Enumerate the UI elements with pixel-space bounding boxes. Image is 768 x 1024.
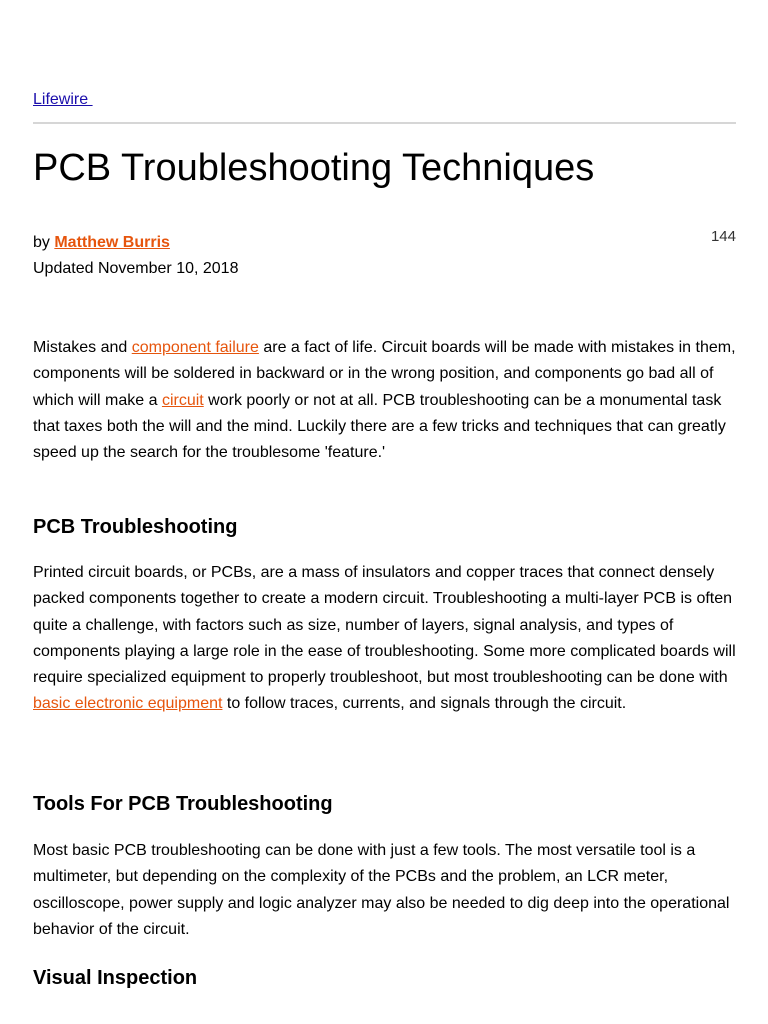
updated-date: Updated November 10, 2018 xyxy=(33,260,239,277)
section1-text-2: to follow traces, currents, and signals through the circuit. xyxy=(222,695,627,713)
section-heading-tools: Tools For PCB Troubleshooting xyxy=(33,793,333,815)
count-badge: 144 xyxy=(710,228,736,245)
site-home-link[interactable]: Lifewire xyxy=(33,91,93,108)
section1-paragraph xyxy=(33,560,736,718)
component-failure-link[interactable]: component failure xyxy=(131,339,259,356)
intro-text-1: Mistakes and xyxy=(33,339,132,356)
intro-paragraph xyxy=(33,335,736,466)
author-link[interactable]: Matthew Burris xyxy=(54,234,170,251)
section-heading-visual-inspection: Visual Inspection xyxy=(33,967,198,989)
section-heading-pcb-troubleshooting: PCB Troubleshooting xyxy=(33,516,238,538)
basic-electronic-equipment-link[interactable]: basic electronic equipment xyxy=(33,695,223,713)
section2-paragraph: Most basic PCB troubleshooting can be done with just a few tools. The most versatile tool is a multimeter, but depending on the complexity of the PCBs and the problem, an LCR meter, oscilloscope, power supply and logic analyzer may also be needed to dig deep into the operational behavior of the circuit. xyxy=(33,842,730,938)
section1-text-1: Printed circuit boards, or PCBs, are a mass of insulators and copper traces that connect densely packed components together to create a modern circuit. Troubleshooting a multi-layer PCB is often quite a challenge, with factors such as size, number of layers, signal analysis, and types of components playing a large role in the ease of troubleshooting. Some more complicated boards will require specialized equipment to properly troubleshoot, but most troubleshooting can be done with xyxy=(33,564,736,687)
article-title: PCB Troubleshooting Techniques xyxy=(33,147,595,189)
author-line xyxy=(33,230,238,256)
circuit-link[interactable]: circuit xyxy=(161,391,204,409)
byline-prefix: by xyxy=(33,234,55,251)
header-divider xyxy=(33,122,736,124)
intro-text-3: work poorly or not at all. PCB troubleshooting can be a monumental task that taxes both the will and the mind. Luckily there are a few tricks and techniques that can greatly speed up the search for the troublesome 'feature.' xyxy=(33,391,726,462)
intro-text-2: are a fact of life. Circuit boards will be made with mistakes in them, components will be soldered in backward or in the wrong position, and components go bad all of which will make a xyxy=(33,339,736,409)
byline xyxy=(33,230,238,282)
